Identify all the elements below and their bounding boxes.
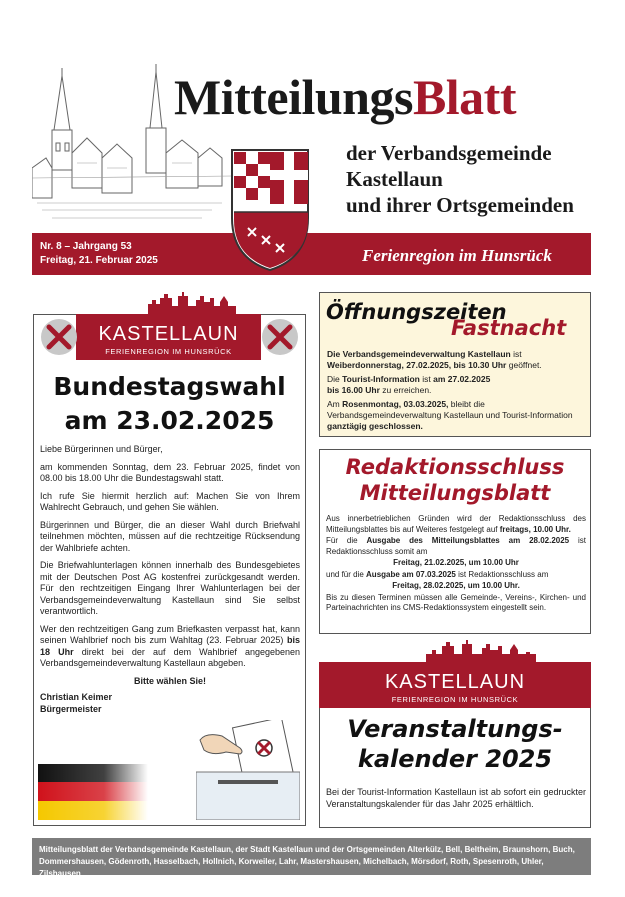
event-calendar-heading <box>319 714 591 774</box>
editorial-deadline-text <box>326 514 586 615</box>
ballot-cross-icon <box>261 318 299 356</box>
election-heading-line1: Bundestagswahl <box>53 372 286 401</box>
letter-paragraph: Liebe Bürgerinnen und Bürger, <box>40 444 163 454</box>
deadline-heading-line1: Redaktionsschluss <box>345 455 565 479</box>
opening-text: ist <box>419 374 434 384</box>
event-heading-line2: kalender 2025 <box>357 745 553 773</box>
deadline-paragraph <box>326 514 586 535</box>
opening-bold: am 27.02.2025 <box>433 374 491 384</box>
subtitle-line: und ihrer Ortsgemeinden <box>346 193 574 217</box>
letter-text: direkt bei der auf dem Wahlbrief angegebenen Verbandsgemeindeverwaltung Kastellaun abgeben. <box>40 646 300 668</box>
deadline-text: Aus innerbetrieblichen Gründen wird der Redaktionsschluss des Mitteilungsblattes bis auf Weiteres festgelegt auf <box>326 514 586 534</box>
masthead-title-part2: Blatt <box>412 69 516 125</box>
deadline-text: ist Redaktionsschluss am <box>455 569 549 579</box>
opening-bold: Tourist-Information <box>342 374 420 384</box>
opening-hours-text <box>327 349 585 435</box>
deadline-text: Für die <box>326 536 367 545</box>
banner-subtitle: FERIENREGION IM HUNSRÜCK <box>391 695 519 704</box>
opening-hours-heading: Öffnungszeiten <box>326 300 507 324</box>
letter-paragraph: am kommenden Sonntag, dem 23. Februar 2025, findet von 08.00 bis 18.00 Uhr die Bundestagswahl statt. <box>40 461 300 483</box>
opening-bold: ganztägig geschlossen. <box>327 421 423 431</box>
masthead-tagline: Ferienregion im Hunsrück <box>362 246 552 265</box>
election-letter <box>40 444 300 715</box>
opening-text: Die <box>327 374 343 384</box>
closing-line: Bitte wählen Sie! <box>133 675 206 686</box>
castle-skyline-icon <box>426 640 536 662</box>
footer-municipalities: Mitteilungsblatt der Verbandsgemeinde Kastellaun, der Stadt Kastellaun und der Ortsgemeinden Alterkülz, Bell, Beltheim, Braunshorn, Buch, Dommershausen, Gödenroth, Hasselbach, Hollnich, Korweiler, Lahr, Mastershausen, Michelbach, Mörsdorf, Roth, Spesenroth, Uhler, Zilshausen <box>32 838 591 875</box>
subtitle-line: der Verbandsgemeinde <box>346 141 552 165</box>
ballot-cross-icon <box>40 318 78 356</box>
banner-subtitle: FERIENREGION IM HUNSRÜCK <box>105 347 232 356</box>
opening-paragraph <box>327 349 585 371</box>
masthead-subtitle <box>346 140 574 218</box>
letter-paragraph <box>40 624 300 670</box>
deadline-bold: Ausgabe am 07.03.2025 <box>366 569 456 579</box>
opening-text: zu erreichen. <box>379 385 432 395</box>
deadline-bold: freitags, 10.00 Uhr. <box>499 524 571 534</box>
kastellaun-banner <box>76 314 261 360</box>
masthead-title <box>174 69 516 125</box>
opening-paragraph <box>327 399 585 432</box>
castle-skyline-icon <box>148 292 236 314</box>
letter-paragraph: Ich rufe Sie hiermit herzlich auf: Machen Sie von Ihrem Wahlrecht Gebrauch, und gehen Sie wählen. <box>40 490 300 512</box>
opening-bold: Weiberdonnerstag, 27.02.2025, bis 10.30 Uhr <box>327 360 507 370</box>
coat-of-arms-icon <box>230 148 310 272</box>
ballot-box-illustration <box>196 720 300 820</box>
german-flag-icon <box>38 764 148 820</box>
opening-bold: Die Verbandsgemeindeverwaltung Kastellaun <box>327 349 511 359</box>
signature-title: Bürgermeister <box>40 703 102 714</box>
deadline-text: und für die <box>326 569 367 579</box>
opening-text: bleibt die Verbandsgemeindeverwaltung Kastellaun und Tourist-Information <box>327 399 573 420</box>
editorial-deadline-heading <box>319 454 591 506</box>
letter-paragraph: Bürgerinnen und Bürger, die an dieser Wahl durch Briefwahl teilnehmen möchten, müssen auf die rechtzeitige Rücksendung der Wahlbriefe achten. <box>40 519 300 553</box>
letter-text: Wer den rechtzeitigen Gang zum Briefkasten verpasst hat, kann seinen Wahlbrief noch bis zum Wahltag (23. Februar 2025) <box>40 623 300 645</box>
deadline-text: ist Redaktionsschluss somit am <box>326 536 586 556</box>
deadline-paragraph <box>326 536 586 557</box>
opening-text: Am <box>327 399 343 409</box>
event-heading-line1: Veranstaltungs- <box>347 715 563 743</box>
signature-name: Christian Keimer <box>40 692 113 702</box>
carnival-heading: Fastnacht <box>451 316 567 340</box>
opening-bold: bis 16.00 Uhr <box>327 385 380 395</box>
deadline-date: Freitag, 21.02.2025, um 10.00 Uhr <box>393 558 519 567</box>
deadline-paragraph <box>326 570 586 581</box>
issue-info <box>40 240 158 268</box>
letter-paragraph: Die Briefwahlunterlagen können innerhalb des Bundesgebietes mit der Deutschen Post AG kostenfrei zurückgesandt werden. Für den rechtzeitigen Eingang Ihrer Wahlunterlagen bei der Verbandsgemeindeverwaltung Kastellaun sind Sie selbst verantwortlich. <box>40 560 300 616</box>
election-heading-line2: am 23.02.2025 <box>64 406 275 435</box>
banner-name: KASTELLAUN <box>98 323 239 345</box>
deadline-paragraph: Bis zu diesen Terminen müssen alle Gemeinde-, Vereins-, Kirchen- und Parteinachrichten ins CMS-Redaktionssystem eingestellt sein. <box>326 592 586 612</box>
masthead-title-part1: Mitteilungs <box>174 69 413 125</box>
letter-bold: bis 18 Uhr <box>40 635 300 657</box>
opening-bold: Rosenmontag, 03.03.2025, <box>342 399 449 409</box>
deadline-bold: Ausgabe des Mitteilungsblattes am 28.02.2025 <box>366 536 570 545</box>
issue-date: Freitag, 21. Februar 2025 <box>40 255 158 266</box>
deadline-date: Freitag, 28.02.2025, um 10.00 Uhr. <box>392 581 520 590</box>
opening-paragraph <box>327 374 585 396</box>
banner-name: KASTELLAUN <box>384 671 526 693</box>
opening-text: ist <box>510 349 522 359</box>
issue-number: Nr. 8 – Jahrgang 53 <box>40 241 132 252</box>
event-calendar-text: Bei der Tourist-Information Kastellaun ist ab sofort ein gedruckter Veranstaltungskalender für das Jahr 2025 erhältlich. <box>326 787 586 809</box>
deadline-heading-line2: Mitteilungsblatt <box>359 481 551 505</box>
kastellaun-banner <box>319 662 591 708</box>
election-heading <box>33 370 306 438</box>
opening-text: geöffnet. <box>506 360 542 370</box>
subtitle-line: Kastellaun <box>346 167 443 191</box>
